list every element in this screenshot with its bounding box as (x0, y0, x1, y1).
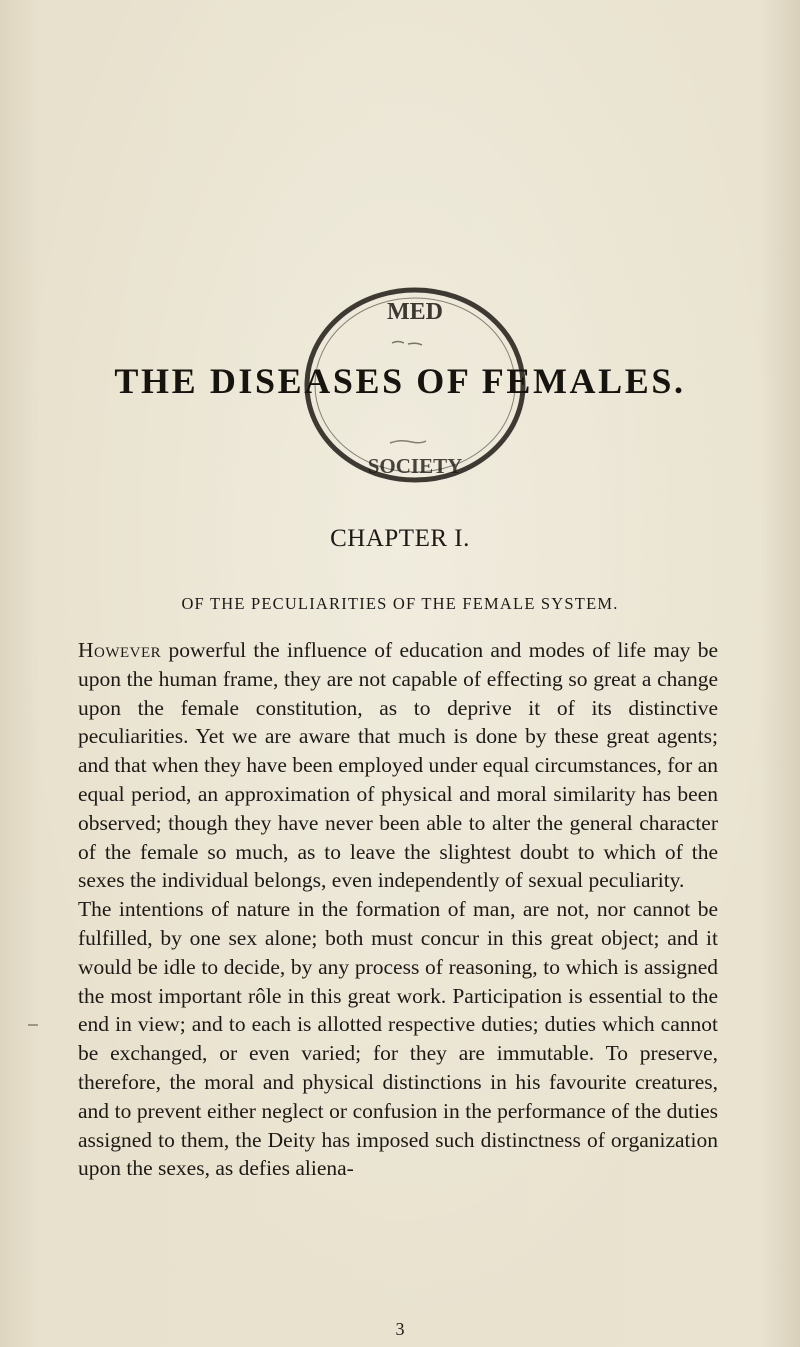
paragraph (78, 895, 718, 1183)
stamp-top-text: MED (387, 299, 443, 325)
chapter-body (78, 636, 718, 1183)
paragraph-lead-word: However (78, 638, 162, 662)
paragraph-text: powerful the influence of education and modes of life may be upon the human frame, they are not capable of effecting so great a change upon the female constitution, as to deprive it of its distinctive peculiarities. Yet we are aware that much is done by these great agents; and that when they have been employed under equal circumstances, for an equal period, an approximation of physical and moral similarity has been observed; though they have never been able to alter the general character of the female so much, as to leave the slightest doubt to which of the sexes the individual belongs, even independently of sexual peculiarity. (78, 638, 718, 893)
stamp-bottom-text: SOCIETY (367, 454, 463, 478)
paragraph (78, 636, 718, 895)
book-title: THE DISEASES OF FEMALES. (114, 361, 686, 401)
page-number: 3 (395, 1319, 405, 1339)
chapter-subtitle: OF THE PECULIARITIES OF THE FEMALE SYSTEM. (181, 594, 619, 613)
margin-mark (28, 1024, 38, 1026)
paragraph-text: The intentions of nature in the formation of man, are not, nor cannot be fulfilled, by one sex alone; both must concur in this great object; and it would be idle to decide, by any process of reasoning, to which is assigned the most important rôle in this great work. Participation is essential to the end in view; and to each is allotted respective duties; duties which cannot be exchanged, or even varied; for they are immutable. To preserve, therefore, the moral and physical distinctions in his favourite creatures, and to prevent either neglect or confusion in the performance of the duties assigned to them, the Deity has imposed such distinctness of organization upon the sexes, as defies aliena- (78, 897, 718, 1181)
chapter-heading: CHAPTER I. (330, 525, 470, 552)
